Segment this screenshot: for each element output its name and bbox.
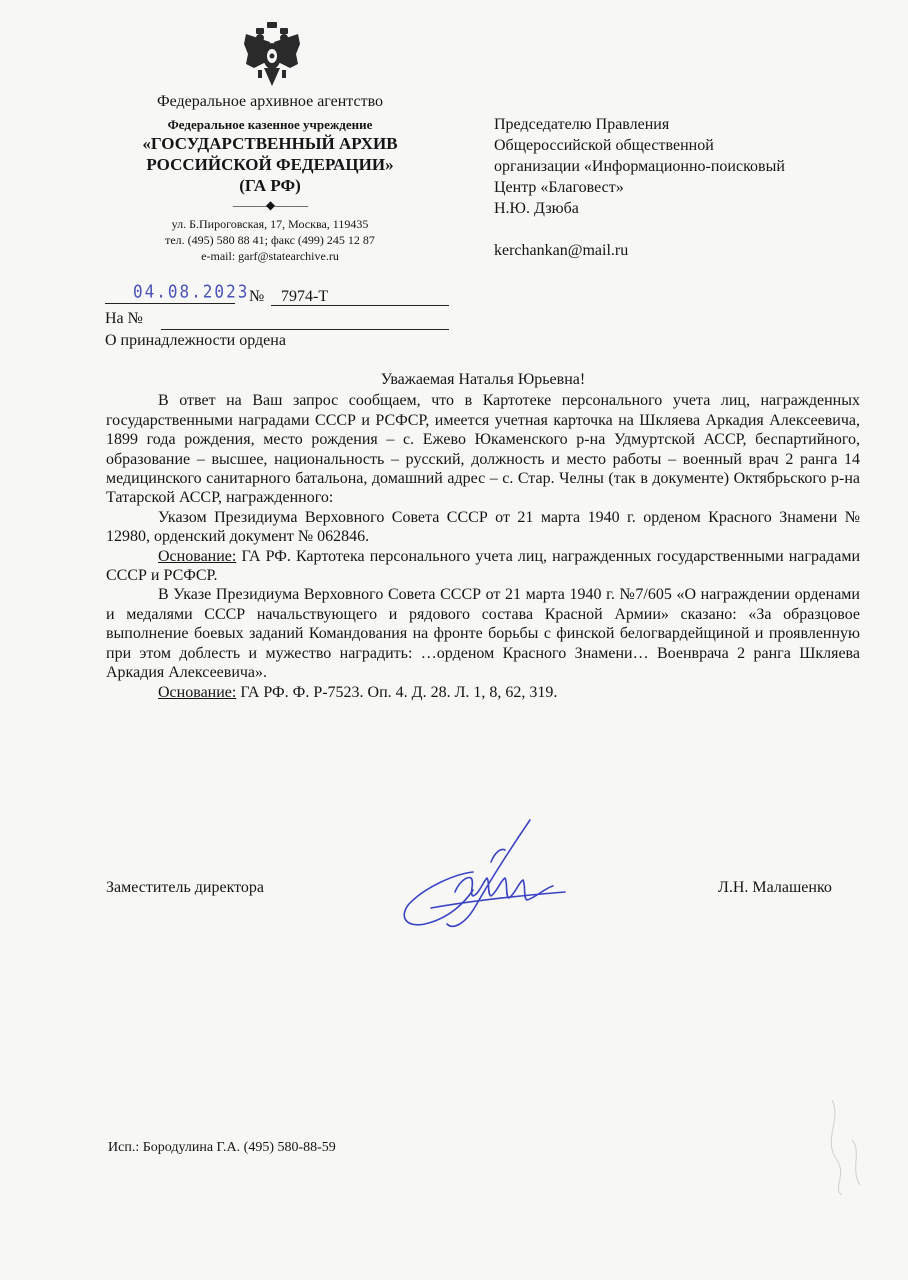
recipient-line: Председателю Правления [494,116,670,133]
institution-type: Федеральное казенное учреждение [167,117,373,132]
recipient-line: организации «Информационно-поисковый [494,158,785,175]
institution-abbr: (ГА РФ) [239,176,301,195]
agency-name: Федеральное архивное агентство [156,93,384,110]
number-label: № [249,288,265,305]
pencil-margin-mark [812,1090,872,1200]
basis-label: Основание: [158,547,237,565]
letter-body [106,370,860,702]
recipient-line: Центр «Благовест» [494,179,624,196]
basis-text: ГА РФ. Ф. Р-7523. Оп. 4. Д. 28. Л. 1, 8, 62, 319. [236,683,558,701]
signer-title: Заместитель директора [106,879,265,896]
recipient-line: Общероссийской общественной [494,137,714,154]
date-underline [105,303,235,304]
double-headed-eagle-emblem-icon [240,20,304,92]
recipient-email: kerchankan@mail.ru [494,242,629,259]
reference-number-underline [161,329,449,330]
address-line: ул. Б.Пироговская, 17, Москва, 119435 [171,217,369,231]
email-line: e-mail: garf@statearchive.ru [201,249,339,263]
basis-text: ГА РФ. Картотека персонального учета лиц, награжденных государственными наградами СССР и РСФСР. [106,547,860,585]
outgoing-number: 7974-Т [281,288,329,305]
body-paragraph: Указом Президиума Верховного Совета СССР от 21 марта 1940 г. орденом Красного Знамени № 12980, орденский документ № 062846. [106,508,860,546]
institution-address [120,216,420,264]
subject-line: О принадлежности ордена [105,332,286,349]
number-underline [271,305,449,306]
basis-paragraph [106,683,860,702]
executor-line: Исп.: Бородулина Г.А. (495) 580-88-59 [108,1140,336,1155]
body-paragraph: В ответ на Ваш запрос сообщаем, что в Картотеке персонального учета лиц, награжденных государственными наградами СССР и РСФСР, имеется учетная карточка на Шкляева Аркадия Алексеевича, 1899 года рождения, место рождения – с. Ежево Юкаменского р-на Удмуртской АССР, беспартийного, образование – высшее, национальность – русский, должность и место работы – военный врач 2 ранга 14 медицинского санитарного батальона, домашний адрес – с. Стар. Челны (так в документе) Октябрьского р-на Татарской АССР, награжденного: [106,392,860,507]
greeting: Уважаемая Наталья Юрьевна! [380,371,586,388]
divider-ornament: ———◆——— [232,198,308,212]
institution-name-line1: «ГОСУДАРСТВЕННЫЙ АРХИВ [142,134,398,153]
basis-label: Основание: [158,683,237,701]
body-paragraph: В Указе Президиума Верховного Совета СССР от 21 марта 1940 г. №7/605 «О награждении орденами и медалями СССР начальствующего и рядового состава Красной Армии» сказано: «За образцовое выполнение боевых заданий Командования на фронте борьбы с финской белогвардейщиной и проявленную при этом доблесть и мужество наградить: …орденом Красного Знамени… Военврача 2 ранга Шкляева Аркадия Алексеевича». [106,586,860,682]
recipient-block [494,114,874,261]
basis-paragraph [106,547,860,586]
handwritten-signature [395,812,595,942]
reference-number-label: На № [105,310,143,327]
date-stamp: 04.08.2023 [133,281,250,302]
signer-name: Л.Н. Малашенко [718,879,832,896]
sender-block [120,92,420,264]
phones-line: тел. (495) 580 88 41; факс (499) 245 12 87 [165,233,375,247]
recipient-name: Н.Ю. Дзюба [494,200,579,217]
institution-name-line2: РОССИЙСКОЙ ФЕДЕРАЦИИ» [146,155,394,174]
